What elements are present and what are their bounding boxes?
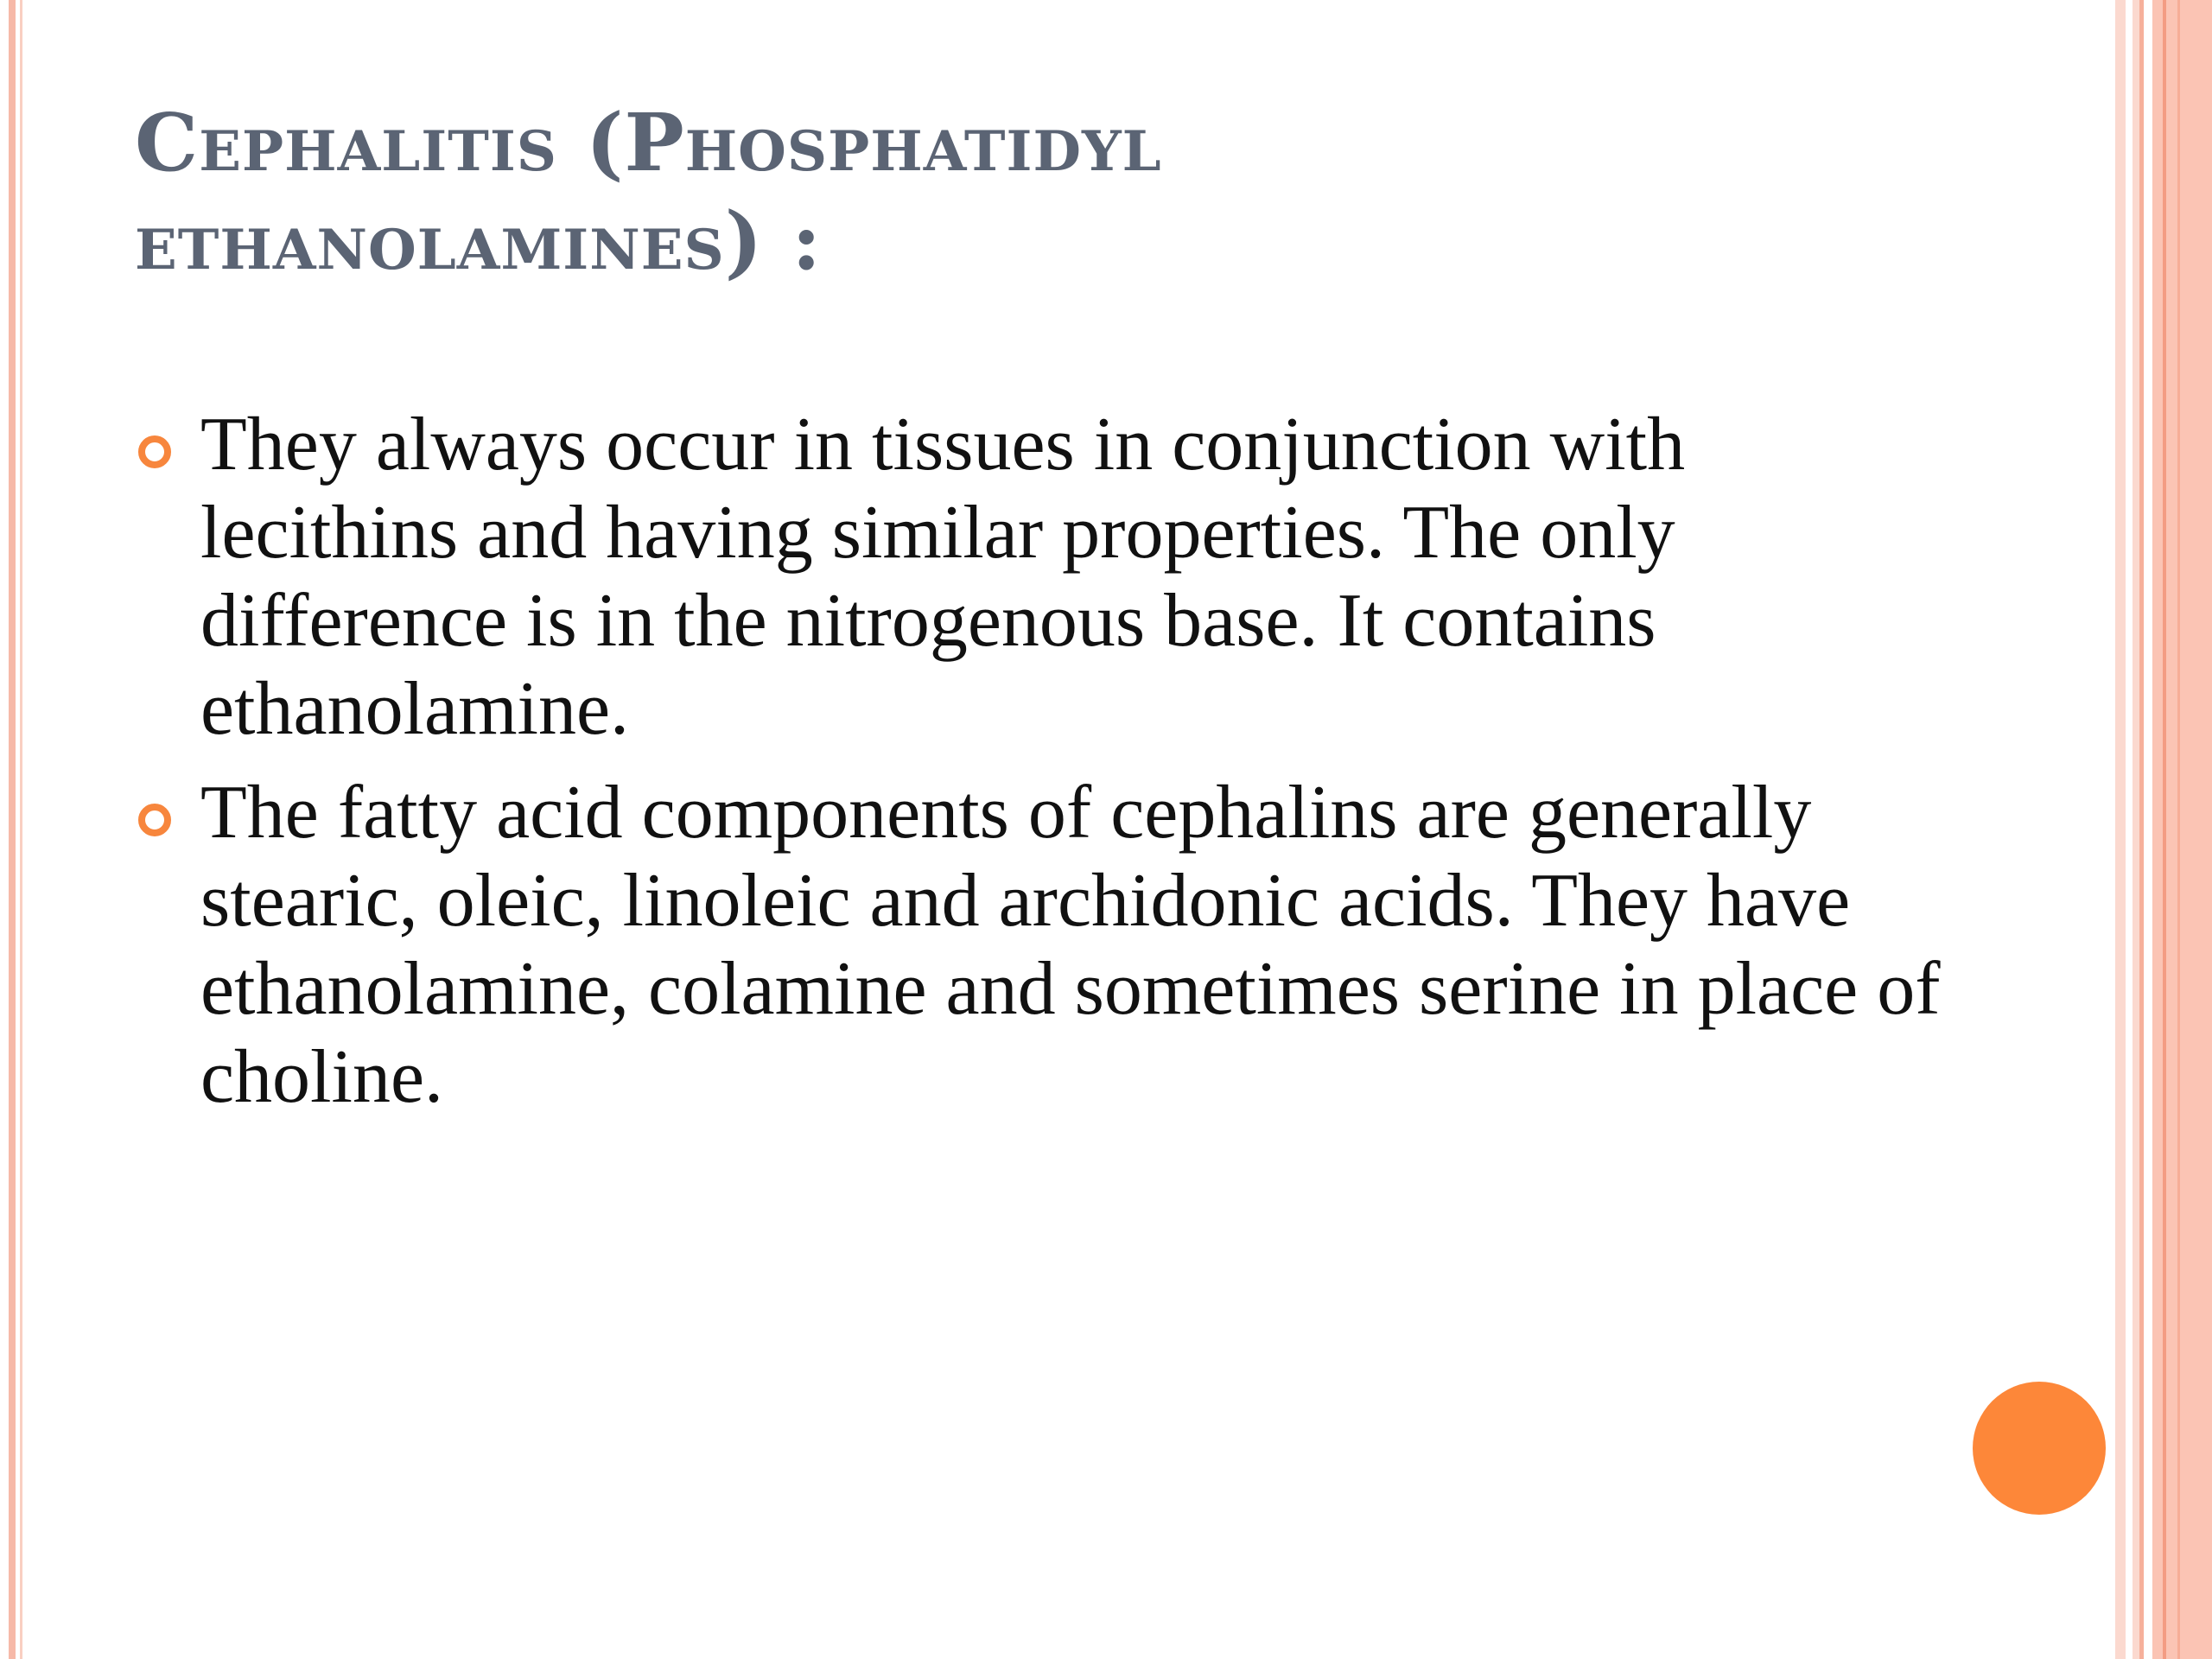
slide-title: [135, 93, 2036, 290]
bullet-circle-icon: [138, 435, 171, 468]
bullet-circle-icon: [138, 804, 171, 836]
right-border-line: [2152, 0, 2212, 1659]
bullet-list: [135, 401, 1949, 1137]
decorative-orange-circle: [1973, 1382, 2106, 1515]
bullet-text: The fatty acid components of cephalins are generally stearic, oleic, linoleic and archidonic acids. They have ethanolamine, colamine and sometimes serine in place of choline.: [200, 771, 1941, 1119]
left-border-stripe-thin: [20, 0, 22, 1659]
left-border-stripe: [9, 0, 16, 1659]
slide-title-line-1: Cephalitis (Phosphatidyl: [135, 96, 1162, 189]
right-border-gap: [2126, 0, 2133, 1659]
bullet-item: [135, 769, 1949, 1122]
right-border-line: [2163, 0, 2166, 1659]
bullet-text: They always occur in tissues in conjunction with lecithins and having similar properties. The only difference is in the nitrogenous base. It contains ethanolamine.: [200, 403, 1686, 751]
right-border-gap: [2144, 0, 2152, 1659]
right-border-line: [2177, 0, 2180, 1659]
bullet-item: [135, 401, 1949, 753]
slide-title-line-2: ethanolamines) :: [135, 194, 823, 288]
